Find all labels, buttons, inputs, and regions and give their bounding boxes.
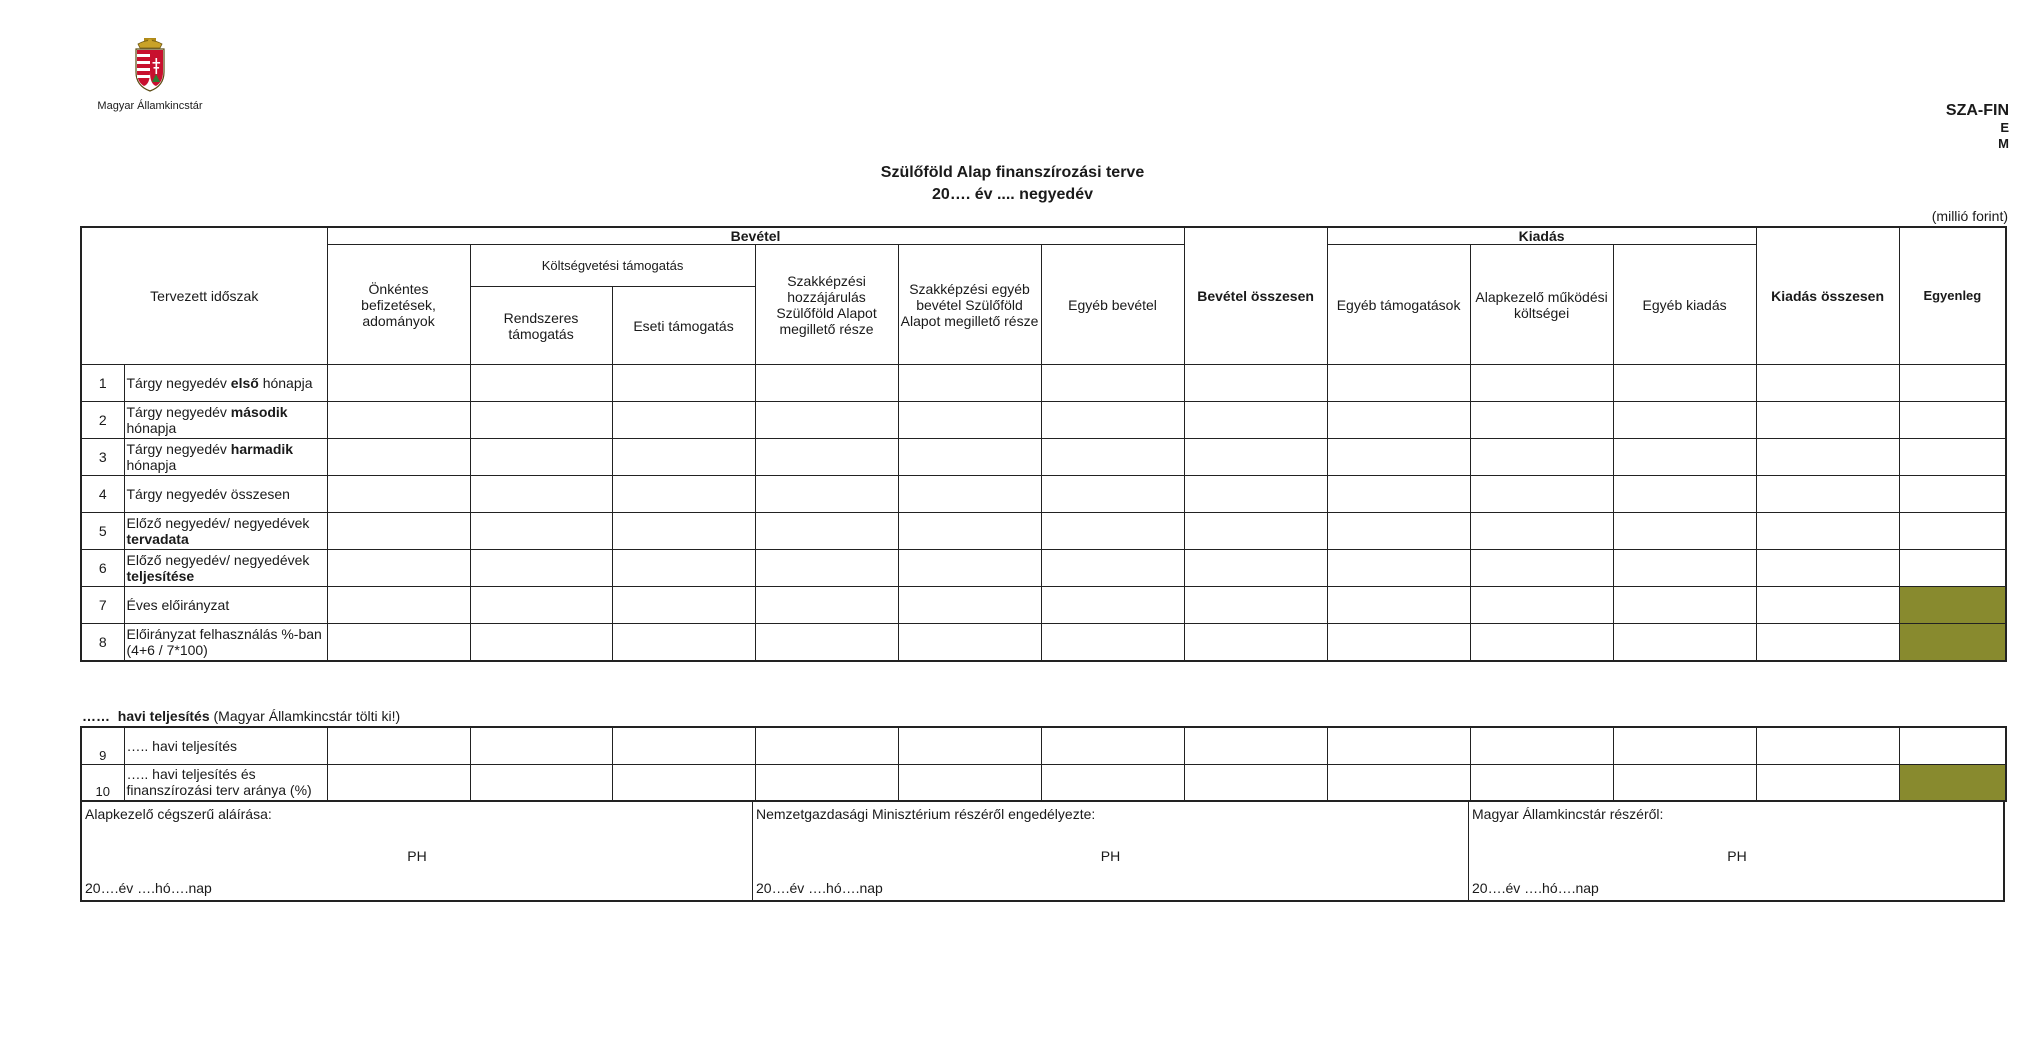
header-alapkezelo: Alapkezelő működési költségei <box>1470 245 1613 365</box>
finance-plan-table <box>80 226 2007 662</box>
data-cell[interactable] <box>898 727 1041 764</box>
row-label <box>124 513 327 550</box>
stamp-placeholder: PH <box>407 848 427 864</box>
data-cell[interactable] <box>1756 587 1899 624</box>
section2-title-dots: …… <box>82 708 110 724</box>
row-number: 8 <box>81 624 124 661</box>
signature-block <box>80 800 2005 902</box>
row-label <box>124 439 327 476</box>
data-cell[interactable] <box>1470 439 1613 476</box>
data-cell[interactable] <box>612 439 755 476</box>
row-label <box>124 402 327 439</box>
data-cell[interactable] <box>755 513 898 550</box>
table-row <box>81 402 2006 439</box>
signature-date: 20….év ….hó….nap <box>85 880 212 896</box>
data-cell[interactable] <box>898 624 1041 661</box>
row-label <box>124 476 327 513</box>
data-cell[interactable] <box>1327 624 1470 661</box>
table-row <box>81 624 2006 661</box>
data-cell[interactable] <box>1470 402 1613 439</box>
data-cell[interactable] <box>470 550 612 587</box>
data-cell[interactable] <box>1899 402 2006 439</box>
row-label-emphasis: teljesítése <box>126 568 195 584</box>
header-szakkepzesi-egyeb: Szakképzési egyéb bevétel Szülőföld Alapot megillető része <box>898 245 1041 365</box>
header-egyenleg: Egyenleg <box>1899 227 2006 365</box>
data-cell[interactable] <box>612 764 755 801</box>
form-code <box>1946 102 2009 152</box>
row-label: ….. havi teljesítés <box>124 727 327 764</box>
data-cell[interactable] <box>1899 365 2006 402</box>
row-label-suffix: hónapja <box>258 375 313 391</box>
data-cell[interactable] <box>1184 764 1327 801</box>
data-cell[interactable] <box>898 439 1041 476</box>
data-cell[interactable] <box>755 476 898 513</box>
signature-date: 20….év ….hó….nap <box>1472 880 1599 896</box>
data-cell[interactable] <box>1613 402 1756 439</box>
data-cell[interactable] <box>755 550 898 587</box>
data-cell[interactable] <box>1041 624 1184 661</box>
header-eseti: Eseti támogatás <box>612 287 755 365</box>
data-cell[interactable] <box>755 365 898 402</box>
data-cell[interactable] <box>1756 727 1899 764</box>
data-cell[interactable] <box>755 727 898 764</box>
row-label-suffix: hónapja <box>126 457 177 473</box>
form-code-main: SZA-FIN <box>1945 102 2009 119</box>
data-cell[interactable] <box>755 402 898 439</box>
data-cell[interactable] <box>327 550 470 587</box>
header-egyeb-kiadas: Egyéb kiadás <box>1613 245 1756 365</box>
data-cell[interactable] <box>898 365 1041 402</box>
data-cell[interactable] <box>1327 550 1470 587</box>
data-cell[interactable] <box>1041 439 1184 476</box>
header-kiadas-osszesen: Kiadás összesen <box>1756 227 1899 365</box>
data-cell[interactable] <box>327 727 470 764</box>
data-cell[interactable] <box>1184 439 1327 476</box>
signature-cell <box>752 802 1468 900</box>
table-row <box>81 513 2006 550</box>
row-number: 6 <box>81 550 124 587</box>
data-cell[interactable] <box>1756 513 1899 550</box>
data-cell[interactable] <box>1184 365 1327 402</box>
data-cell[interactable] <box>327 439 470 476</box>
data-cell[interactable] <box>470 476 612 513</box>
row-label-emphasis: harmadik <box>230 441 294 457</box>
data-cell[interactable] <box>898 550 1041 587</box>
data-cell[interactable] <box>1470 624 1613 661</box>
data-cell[interactable] <box>898 513 1041 550</box>
row-label-text: Tárgy negyedév <box>126 375 231 391</box>
data-cell[interactable] <box>470 513 612 550</box>
data-cell[interactable] <box>470 624 612 661</box>
signature-label: Nemzetgazdasági Minisztérium részéről engedélyezte: <box>756 806 1096 822</box>
row-number: 9 <box>81 727 124 764</box>
table-row <box>81 550 2006 587</box>
data-cell[interactable] <box>327 402 470 439</box>
section2-title <box>82 708 400 724</box>
data-cell[interactable] <box>470 764 612 801</box>
org-name: Magyar Államkincstár <box>97 100 203 112</box>
data-cell[interactable] <box>1327 365 1470 402</box>
row-label-text: Tárgy negyedév <box>126 441 231 457</box>
signature-label: Alapkezelő cégszerű aláírása: <box>85 806 272 822</box>
shaded-cell <box>1899 587 2006 624</box>
data-cell[interactable] <box>1899 550 2006 587</box>
data-cell[interactable] <box>1470 513 1613 550</box>
row-label-emphasis: második <box>230 404 288 420</box>
data-cell[interactable] <box>1756 764 1899 801</box>
data-cell[interactable] <box>1470 476 1613 513</box>
table-row <box>81 476 2006 513</box>
row-label <box>124 587 327 624</box>
data-cell[interactable] <box>1041 365 1184 402</box>
data-cell[interactable] <box>1899 439 2006 476</box>
signature-cell <box>1468 802 2005 900</box>
page-title <box>0 162 2025 206</box>
data-cell[interactable] <box>470 402 612 439</box>
data-cell[interactable] <box>1756 439 1899 476</box>
form-code-sub-m: M <box>1998 136 2009 151</box>
header-egyeb-tamogatasok: Egyéb támogatások <box>1327 245 1470 365</box>
coat-of-arms-logo <box>130 38 170 92</box>
header-period: Tervezett időszak <box>81 227 327 365</box>
row-label <box>124 365 327 402</box>
data-cell[interactable] <box>1899 513 2006 550</box>
data-cell[interactable] <box>1184 550 1327 587</box>
row-label-text: Tárgy negyedév <box>126 404 231 420</box>
row-number: 2 <box>81 402 124 439</box>
data-cell[interactable] <box>1899 476 2006 513</box>
data-cell[interactable] <box>1756 624 1899 661</box>
shaded-cell <box>1899 764 2006 801</box>
data-cell[interactable] <box>612 624 755 661</box>
data-cell[interactable] <box>1041 513 1184 550</box>
data-cell[interactable] <box>1613 624 1756 661</box>
data-cell[interactable] <box>1613 764 1756 801</box>
data-cell[interactable] <box>1327 513 1470 550</box>
data-cell[interactable] <box>1327 476 1470 513</box>
row-label-text: Tárgy negyedév összesen <box>126 486 290 502</box>
data-cell[interactable] <box>1756 476 1899 513</box>
title-line-2: 20…. év .... negyedév <box>932 186 1093 203</box>
header-onkentes: Önkéntes befizetések, adományok <box>327 245 470 365</box>
data-cell[interactable] <box>1613 513 1756 550</box>
monthly-performance-table <box>80 726 2007 802</box>
data-cell[interactable] <box>1613 587 1756 624</box>
data-cell[interactable] <box>898 764 1041 801</box>
data-cell[interactable] <box>1041 764 1184 801</box>
row-label <box>124 624 327 661</box>
signature-date: 20….év ….hó….nap <box>756 880 883 896</box>
data-cell[interactable] <box>1756 402 1899 439</box>
data-cell[interactable] <box>755 624 898 661</box>
header-egyeb-bevetel: Egyéb bevétel <box>1041 245 1184 365</box>
data-cell[interactable] <box>612 587 755 624</box>
data-cell[interactable] <box>1041 402 1184 439</box>
header-rendszeres: Rendszeres támogatás <box>470 287 612 365</box>
data-cell[interactable] <box>755 587 898 624</box>
header-group-kiadas: Kiadás <box>1327 227 1756 245</box>
data-cell[interactable] <box>1184 402 1327 439</box>
data-cell[interactable] <box>1613 727 1756 764</box>
data-cell[interactable] <box>1041 550 1184 587</box>
data-cell[interactable] <box>612 365 755 402</box>
data-cell[interactable] <box>1184 513 1327 550</box>
data-cell[interactable] <box>755 439 898 476</box>
header-szakkepzesi-hozzajarulas: Szakképzési hozzájárulás Szülőföld Alapot megillető része <box>755 245 898 365</box>
row-label-text: Előirányzat felhasználás %-ban (4+6 / 7*100) <box>126 625 322 658</box>
data-cell[interactable] <box>1470 764 1613 801</box>
section2-title-bold: havi teljesítés <box>117 708 210 724</box>
data-cell[interactable] <box>1613 439 1756 476</box>
data-cell[interactable] <box>612 550 755 587</box>
data-cell[interactable] <box>470 439 612 476</box>
data-cell[interactable] <box>1470 550 1613 587</box>
data-cell[interactable] <box>1041 587 1184 624</box>
data-cell[interactable] <box>612 402 755 439</box>
shaded-cell <box>1899 624 2006 661</box>
signature-label: Magyar Államkincstár részéről: <box>1472 806 1664 822</box>
unit-label: (millió forint) <box>1931 208 2008 224</box>
data-cell[interactable] <box>1327 439 1470 476</box>
data-cell[interactable] <box>1327 587 1470 624</box>
data-cell[interactable] <box>1327 764 1470 801</box>
data-cell[interactable] <box>1756 365 1899 402</box>
data-cell[interactable] <box>1184 727 1327 764</box>
data-cell[interactable] <box>1184 476 1327 513</box>
data-cell[interactable] <box>1470 727 1613 764</box>
data-cell[interactable] <box>755 764 898 801</box>
data-cell[interactable] <box>1041 727 1184 764</box>
row-label: ….. havi teljesítés és finanszírozási terv aránya (%) <box>124 764 327 801</box>
data-cell[interactable] <box>327 587 470 624</box>
row-number: 7 <box>81 587 124 624</box>
row-number: 5 <box>81 513 124 550</box>
row-label-text: Előző negyedév/ negyedévek <box>126 552 310 568</box>
data-cell[interactable] <box>1327 402 1470 439</box>
row-number: 4 <box>81 476 124 513</box>
data-cell[interactable] <box>1899 727 2006 764</box>
data-cell[interactable] <box>470 587 612 624</box>
signature-cell <box>82 802 752 900</box>
section2-title-rest: (Magyar Államkincstár tölti ki!) <box>209 708 401 724</box>
table-row <box>81 764 2006 801</box>
data-cell[interactable] <box>1184 624 1327 661</box>
row-label-text: Előző negyedév/ negyedévek <box>126 515 310 531</box>
data-cell[interactable] <box>327 764 470 801</box>
row-label-emphasis: tervadata <box>126 531 189 547</box>
data-cell[interactable] <box>327 624 470 661</box>
form-code-sub-e: E <box>2000 120 2009 135</box>
data-cell[interactable] <box>898 402 1041 439</box>
data-cell[interactable] <box>612 513 755 550</box>
table-row <box>81 365 2006 402</box>
data-cell[interactable] <box>898 476 1041 513</box>
table-row <box>81 439 2006 476</box>
data-cell[interactable] <box>1613 365 1756 402</box>
data-cell[interactable] <box>612 476 755 513</box>
data-cell[interactable] <box>1041 476 1184 513</box>
row-number: 10 <box>81 764 124 801</box>
data-cell[interactable] <box>327 476 470 513</box>
row-number: 1 <box>81 365 124 402</box>
data-cell[interactable] <box>327 513 470 550</box>
data-cell[interactable] <box>1327 727 1470 764</box>
data-cell[interactable] <box>1470 587 1613 624</box>
row-label <box>124 550 327 587</box>
header-koltsegvetesi: Költségvetési támogatás <box>470 245 755 287</box>
header-bevetel-osszesen: Bevétel összesen <box>1184 227 1327 365</box>
data-cell[interactable] <box>1613 550 1756 587</box>
data-cell[interactable] <box>1756 550 1899 587</box>
data-cell[interactable] <box>1613 476 1756 513</box>
data-cell[interactable] <box>612 727 755 764</box>
row-label-text: Éves előirányzat <box>126 597 230 613</box>
data-cell[interactable] <box>470 727 612 764</box>
data-cell[interactable] <box>327 365 470 402</box>
data-cell[interactable] <box>1470 365 1613 402</box>
data-cell[interactable] <box>898 587 1041 624</box>
title-line-1: Szülőföld Alap finanszírozási terve <box>880 164 1145 181</box>
row-number: 3 <box>81 439 124 476</box>
stamp-placeholder: PH <box>1100 848 1121 864</box>
table-row <box>81 587 2006 624</box>
data-cell[interactable] <box>470 365 612 402</box>
row-label-suffix: hónapja <box>126 420 177 436</box>
data-cell[interactable] <box>1184 587 1327 624</box>
row-label-emphasis: első <box>230 375 259 391</box>
header-group-bevetel: Bevétel <box>327 227 1184 245</box>
table-row <box>81 727 2006 764</box>
stamp-placeholder: PH <box>1727 848 1747 864</box>
